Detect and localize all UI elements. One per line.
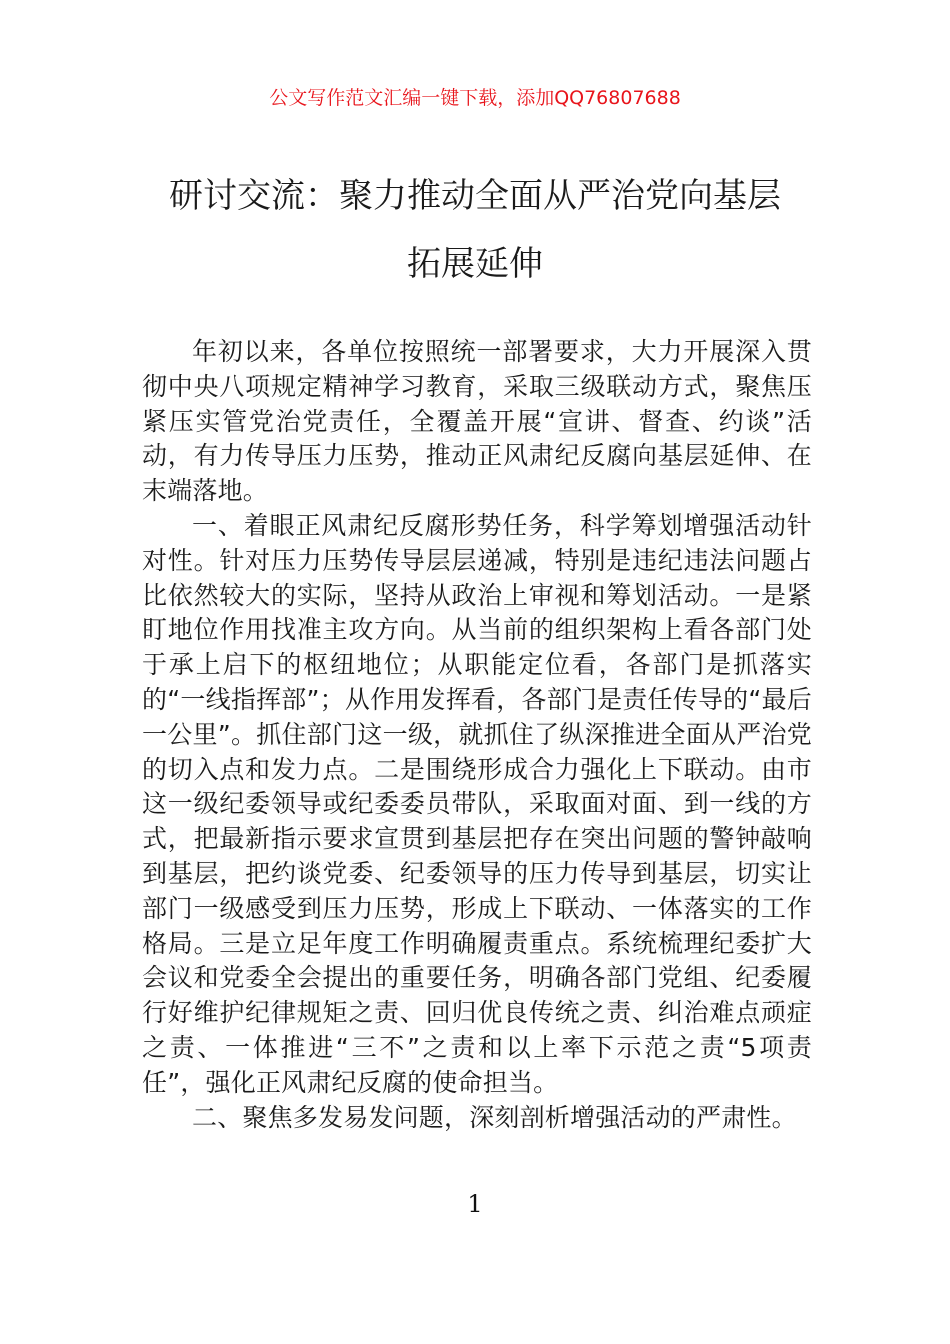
document-title-line-2: 拓展延伸 <box>407 244 543 284</box>
document-body <box>142 335 812 1135</box>
header-ad-text: 公文写作范文汇编一键下载，添加QQ76807688 <box>269 87 681 109</box>
paragraph-section-1: 一、着眼正风肃纪反腐形势任务，科学筹划增强活动针对性。针对压力压势传导层层递减，特别是违纪违法问题占比依然较大的实际，坚持从政治上审视和筹划活动。一是紧盯地位作用找准主攻方向。从当前的组织架构上看各部门处于承上启下的枢纽地位；从职能定位看，各部门是抓落实的“一线指挥部”；从作用发挥看，各部门是责任传导的“最后一公里”。抓住部门这一级，就抓住了纵深推进全面从严治党的切入点和发力点。二是围绕形成合力强化上下联动。由市这一级纪委领导或纪委委员带队，采取面对面、到一线的方式，把最新指示要求宣贯到基层把存在突出问题的警钟敲响到基层，把约谈党委、纪委领导的压力传导到基层，切实让部门一级感受到压力压势，形成上下联动、一体落实的工作格局。三是立足年度工作明确履责重点。系统梳理纪委扩大会议和党委全会提出的重要任务，明确各部门党组、纪委履行好维护纪律规矩之责、回归优良传统之责、纠治难点顽症之责、一体推进“三不”之责和以上率下示范之责“5项责任”，强化正风肃纪反腐的使命担当。 <box>142 510 812 1097</box>
page-number: 1 <box>467 1190 483 1218</box>
paragraph-section-2: 二、聚焦多发易发问题，深刻剖析增强活动的严肃性。 <box>192 1102 797 1132</box>
document-title-line-1: 研讨交流：聚力推动全面从严治党向基层 <box>169 176 781 216</box>
paragraph-intro: 年初以来，各单位按照统一部署要求，大力开展深入贯彻中央八项规定精神学习教育，采取三级联动方式，聚焦压紧压实管党治党责任，全覆盖开展“宣讲、督查、约谈”活动，有力传导压力压势，推动正风肃纪反腐向基层延伸、在末端落地。 <box>142 337 812 506</box>
